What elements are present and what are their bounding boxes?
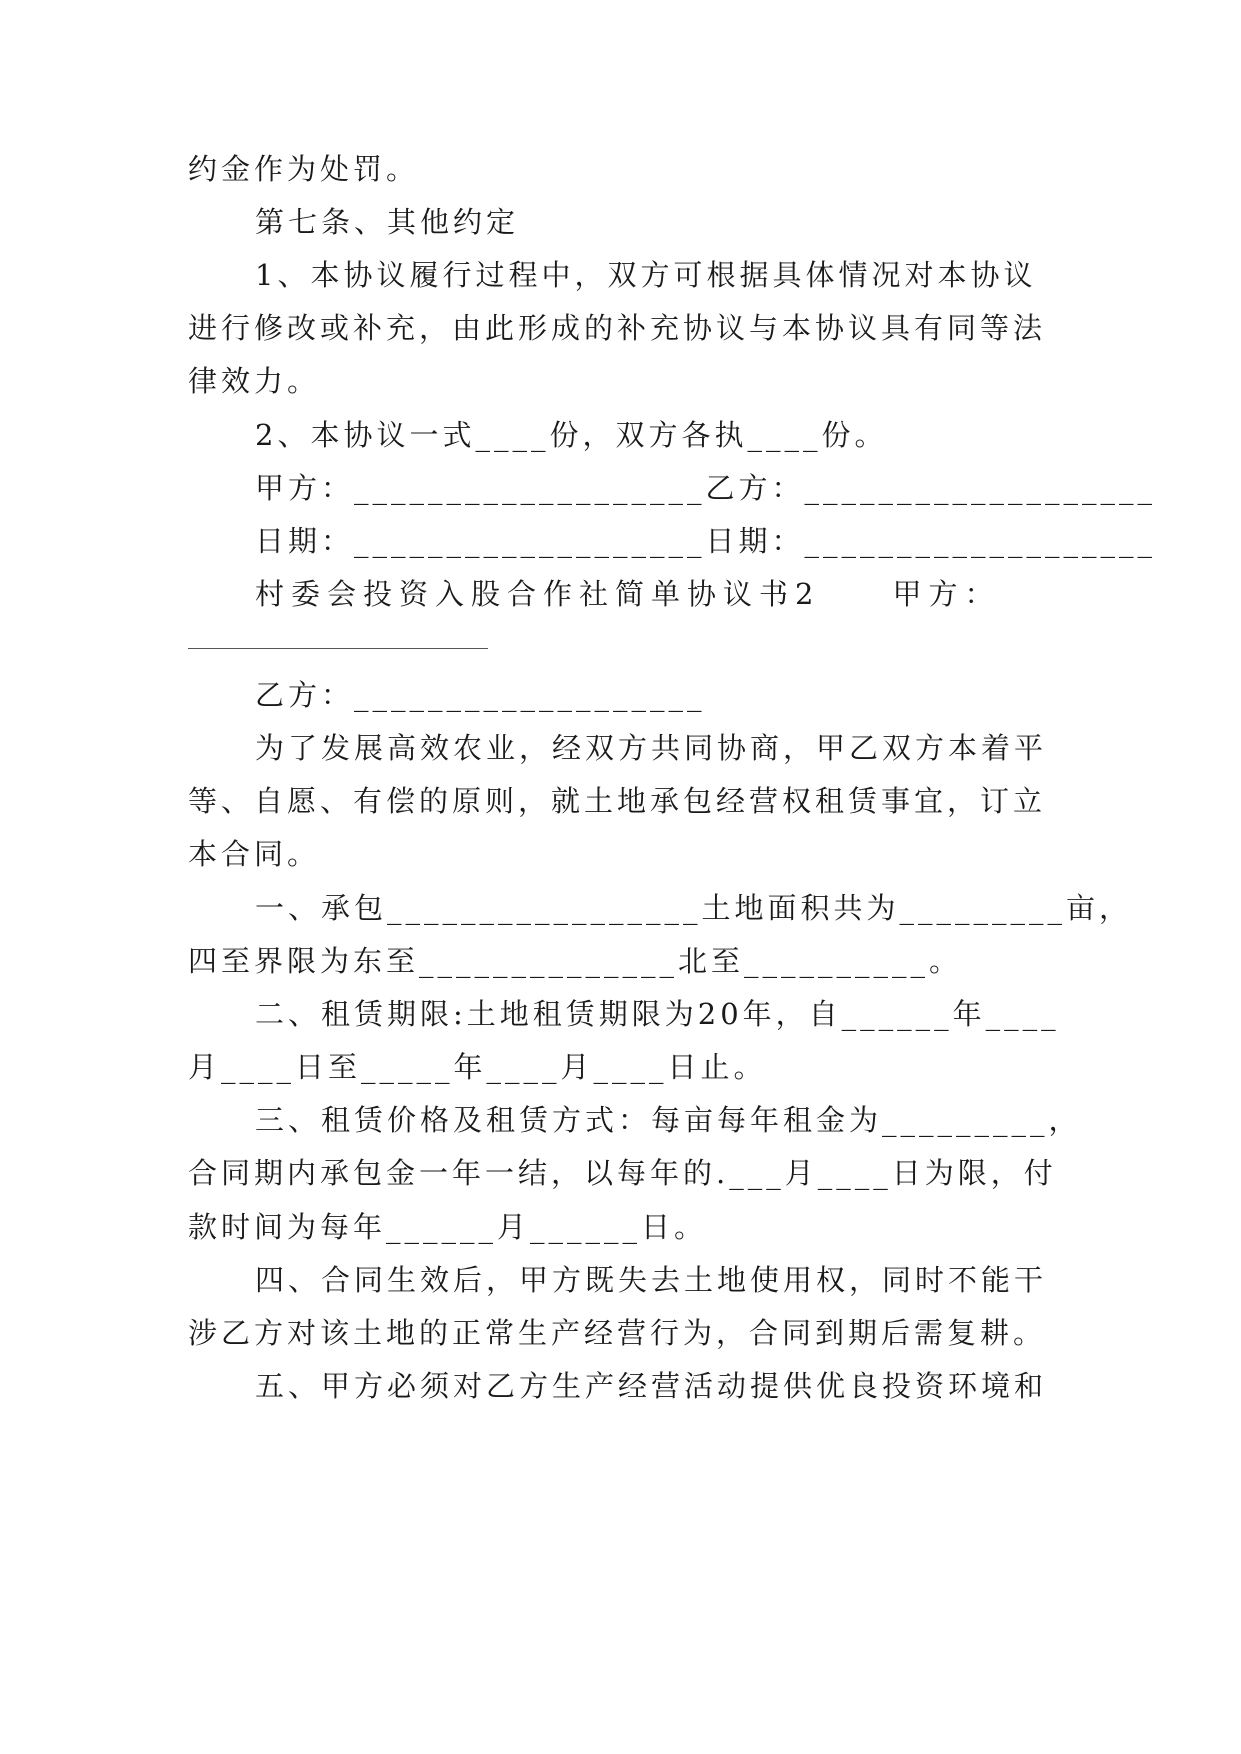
text-line: 1、本协议履行过程中，双方可根据具体情况对本协议 (255, 258, 1037, 292)
party-a-blank-line (188, 648, 488, 649)
text-line: 2、本协议一式____份，双方各执____份。 (255, 418, 888, 452)
text-line: 本合同。 (188, 837, 321, 871)
section-heading: 第七条、其他约定 (255, 205, 520, 239)
clause-line: 二、租赁期限:土地租赁期限为20年，自______年____ (255, 997, 1060, 1031)
signature-line-dates: 日期：___________________日期：___________________ (255, 524, 1157, 558)
text-line: 进行修改或补充，由此形成的补充协议与本协议具有同等法 (188, 311, 1047, 345)
agreement-title: 村委会投资入股合作社简单协议书2 甲方： (255, 577, 1001, 611)
signature-line-parties: 甲方：___________________乙方：___________________ (255, 471, 1157, 505)
text-line: 合同期内承包金一年一结，以每年的.___月____日为限，付 (188, 1156, 1057, 1190)
text-line: 四至界限为东至______________北至__________。 (188, 944, 963, 978)
clause-line: 五、甲方必须对乙方生产经营活动提供优良投资环境和 (255, 1369, 1048, 1403)
text-line: 等、自愿、有偿的原则，就土地承包经营权租赁事宜，订立 (188, 784, 1047, 818)
clause-line: 四、合同生效后，甲方既失去土地使用权，同时不能干 (255, 1263, 1048, 1297)
text-line: 为了发展高效农业，经双方共同协商，甲乙双方本着平 (255, 731, 1048, 765)
text-line: 约金作为处罚。 (188, 152, 420, 186)
text-line: 律效力。 (188, 364, 321, 398)
text-line: 款时间为每年______月______日。 (188, 1210, 708, 1244)
text-line: 涉乙方对该土地的正常生产经营行为，合同到期后需复耕。 (188, 1316, 1047, 1350)
text-line: 乙方：___________________ (255, 678, 706, 712)
clause-line: 一、承包_________________土地面积共为_________亩， (255, 891, 1133, 925)
clause-line: 三、租赁价格及租赁方式：每亩每年租金为_________， (255, 1103, 1082, 1137)
text-line: 月____日至_____年____月____日止。 (188, 1050, 767, 1084)
